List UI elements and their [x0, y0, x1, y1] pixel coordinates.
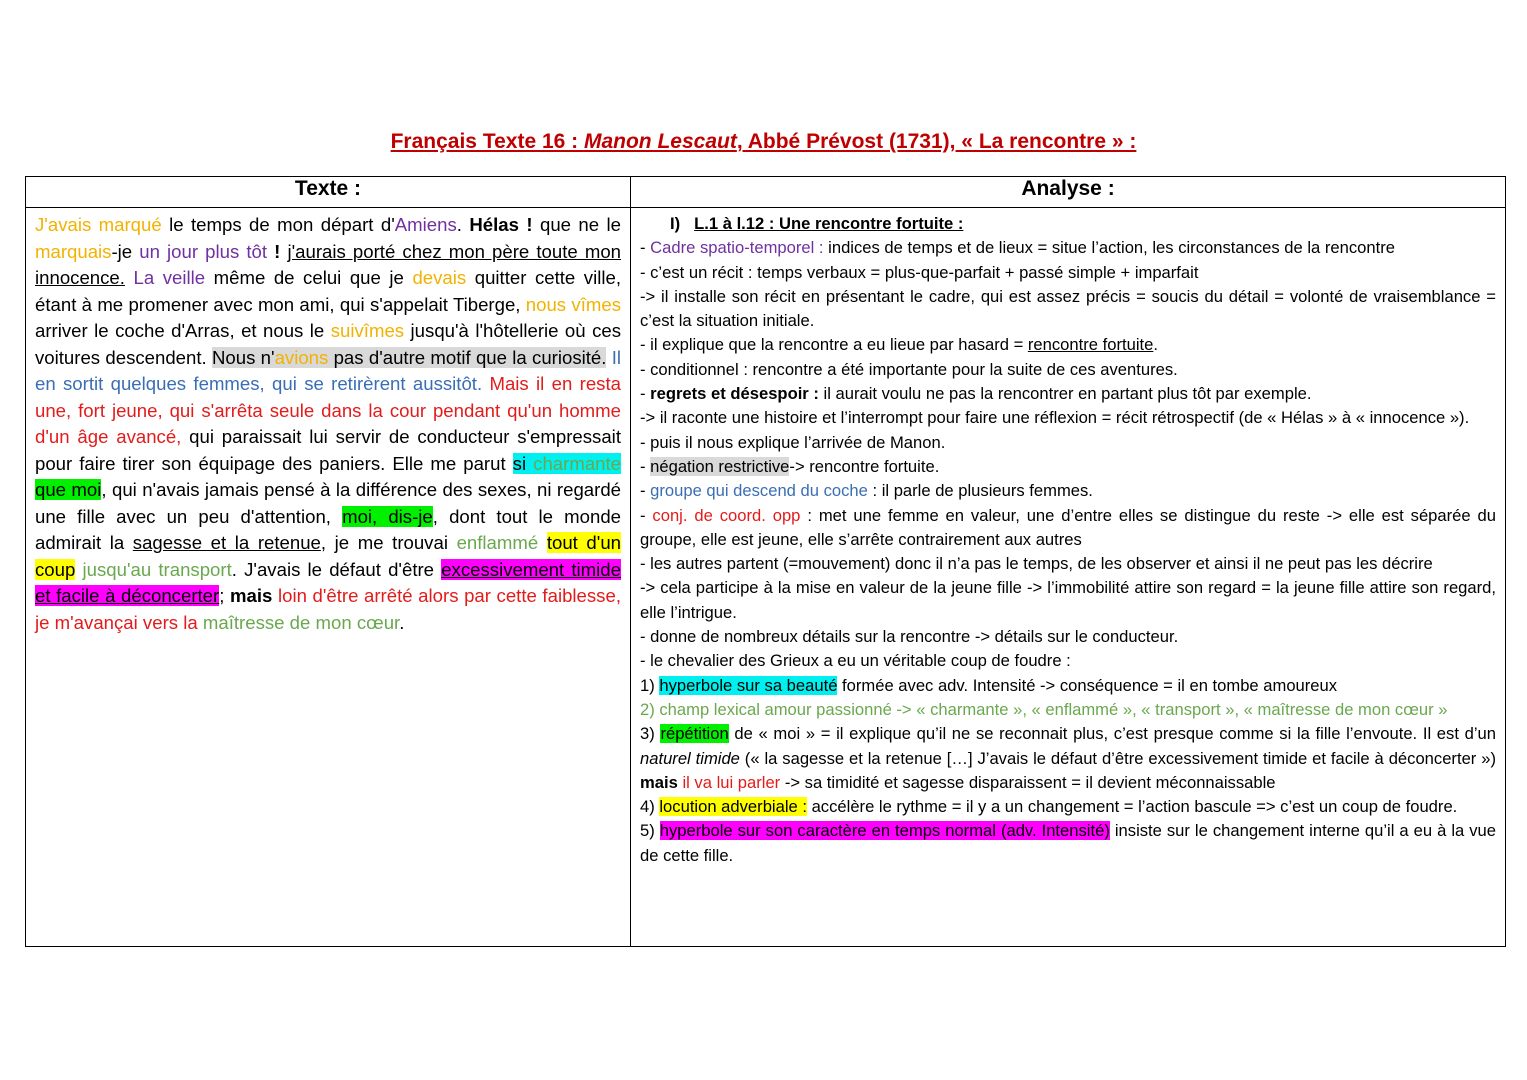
texte-seg-24: avions [274, 346, 329, 368]
texte-seg-27: Il en sortit quelques femmes, qui se retirèrent aussitôt. [35, 346, 622, 394]
analyse-line-8: - puis il nous explique l’arrivée de Manon. [640, 432, 946, 452]
l10-prefix: - [640, 481, 651, 501]
page-title [0, 130, 1527, 154]
texte-seg-23: Nous n' [211, 346, 275, 368]
l18-num: 3) [640, 724, 661, 744]
texte-seg-46: excessivement timide et facile à déconcerter [35, 558, 621, 606]
texte-seg-25: pas d'autre motif que la curiosité. [328, 346, 607, 368]
texte-seg-42: tout d'un coup [35, 532, 621, 580]
title-part-b: , Abbé Prévost (1731), « La rencontre » : [736, 130, 1137, 153]
l16-term: hyperbole sur sa beauté [659, 675, 838, 695]
texte-seg-13: j'aurais porté chez mon père toute mon innocence. [35, 240, 622, 288]
text-analysis-table [25, 176, 1506, 947]
texte-seg-53: . [399, 611, 405, 633]
texte-seg-20: arriver le coche d'Arras, et nous le [35, 320, 331, 341]
l10-term: groupe qui descend du coche [650, 481, 868, 501]
texte-seg-48: mais [229, 585, 273, 606]
analyse-line-17: 2) champ lexical amour passionné -> « charmante », « enflammé », « transport », « maîtresse de mon cœur » [640, 699, 1448, 719]
title-work: Manon Lescaut [583, 130, 737, 153]
texte-seg-36: moi, dis-je [342, 505, 433, 527]
analyse-line-14: - donne de nombreux détails sur la rencontre -> détails sur le conducteur. [640, 627, 1179, 647]
texte-seg-31: si [512, 452, 534, 474]
texte-seg-30: qui paraissait lui servir de conducteur s'empressait pour faire tirer son équipage des paniers. Elle me parut [35, 426, 621, 474]
analyse-line-10 [640, 479, 1496, 503]
analyse-section-heading [640, 212, 1496, 236]
l20-text: insiste sur le changement interne qu’il a eu à la vue de cette fille. [640, 821, 1496, 865]
l20-term: hyperbole sur son caractère en temps normal (adv. Intensité) [659, 821, 1110, 841]
texte-seg-6: que ne le [532, 214, 621, 235]
l1-prefix: - [640, 238, 651, 258]
l18-italic: naturel timide [640, 748, 740, 768]
analyse-line-5: - conditionnel : rencontre a été importante pour la suite de ces aventures. [640, 359, 1178, 379]
l18-mais: mais [640, 772, 678, 792]
texte-seg-43 [75, 559, 82, 580]
texte-seg-22: jusqu'à l'hôtellerie où ces voitures descendent. [35, 320, 621, 368]
texte-seg-9: un jour plus tôt [139, 240, 268, 262]
l19-num: 4) [640, 797, 660, 817]
l1-term: Cadre spatio-temporel : [650, 238, 824, 258]
l4-text: - il explique que la rencontre a eu lieue par hasard = [640, 335, 1028, 355]
l4-term: rencontre fortuite [1027, 335, 1154, 355]
table-header-row [26, 177, 1506, 208]
texte-seg-7: marquais [35, 240, 112, 262]
analyse-line-7: -> il raconte une histoire et l’interrompt pour faire une réflexion = récit rétrospectif (de « Hélas » à « innocence »). [640, 408, 1470, 428]
title-part-a: Français Texte 16 : [390, 130, 584, 153]
l19-term: locution adverbiale : [659, 797, 807, 817]
texte-seg-4: . [456, 214, 470, 235]
texte-seg-2: le temps de mon départ d' [161, 214, 395, 235]
texte-seg-19: nous vîmes [525, 293, 622, 315]
texte-seg-11: ! [274, 240, 281, 262]
l1-text: indices de temps et de lieux = situe l’action, les circonstances de la rencontre [823, 238, 1395, 258]
analyse-line-3: -> il installe son récit en présentant le cadre, qui est assez précis = soucis du détail = volonté de vraisemblance = c’est la situation initiale. [640, 286, 1496, 331]
l9-text: -> rencontre fortuite. [789, 456, 940, 476]
l18-text-c: -> sa timidité et sagesse disparaissent = il devient méconnaissable [780, 772, 1276, 792]
l18-text-b: (« la sagesse et la retenue […] J’avais le défaut d’être excessivement timide et facile à déconcerter ») [739, 748, 1496, 768]
analyse-line-4 [640, 333, 1496, 357]
texte-cell [26, 208, 631, 947]
table-body-row [26, 208, 1506, 947]
analyse-line-9 [640, 455, 1496, 479]
analyse-line-2: - c’est un récit : temps verbaux = plus-que-parfait + passé simple + imparfait [640, 262, 1199, 282]
texte-seg-15: La veille [133, 267, 206, 288]
texte-seg-17: devais [412, 267, 467, 288]
analyse-line-12: - les autres partent (=mouvement) donc il n’a pas le temps, de les observer et ainsi il ne peut pas les décrire [640, 554, 1433, 574]
section-title: L.1 à l.12 : Une rencontre fortuite : [694, 214, 964, 233]
l16-num: 1) [640, 675, 660, 695]
analyse-line-11 [640, 504, 1496, 553]
analyse-line-15: - le chevalier des Grieux a eu un véritable coup de foudre : [640, 651, 1071, 671]
texte-seg-5: Hélas ! [469, 214, 533, 235]
l9-term: négation restrictive [650, 456, 790, 476]
texte-seg-1: J'avais marqué [35, 214, 162, 235]
l16-text: formée avec adv. Intensité -> conséquence = il en tombe amoureux [837, 675, 1338, 695]
l11-prefix: - [640, 505, 653, 525]
texte-seg-39: , je me trouvai [320, 532, 457, 553]
l18-red: il va lui parler [682, 772, 781, 792]
texte-seg-18: quitter cette ville, étant à me promener avec mon ami, qui s'appelait Tiberge, [35, 267, 621, 315]
l4-end: . [1153, 335, 1158, 355]
l20-num: 5) [640, 821, 660, 841]
l6-text: il aurait voulu ne pas la rencontrer en partant plus tôt par exemple. [818, 384, 1312, 404]
texte-seg-16: même de celui que je [205, 267, 413, 288]
texte-seg-40: enflammé [456, 532, 539, 553]
l6-term: regrets et désespoir : [650, 384, 819, 404]
analyse-line-19 [640, 795, 1496, 819]
analyse-cell [631, 208, 1506, 947]
texte-seg-45: . J'avais le défaut d'être [231, 558, 442, 580]
texte-seg-37: , dont tout le monde admirait la [35, 505, 621, 553]
texte-seg-32: charmante [533, 452, 622, 474]
section-number: I) [670, 214, 681, 233]
header-analyse: Analyse : [631, 177, 1506, 208]
texte-seg-21: suivîmes [330, 320, 405, 341]
texte-seg-3: Amiens [394, 214, 457, 235]
analyse-line-6 [640, 382, 1496, 406]
l19-text: accélère le rythme = il y a un changement = l’action bascule => c’est un coup de foudre. [806, 797, 1458, 817]
analyse-line-16 [640, 674, 1496, 698]
analyse-line-13: -> cela participe à la mise en valeur de la jeune fille -> l’immobilité attire son regard = la jeune fille attire son regard, elle l’intrigue. [640, 578, 1496, 622]
l9-prefix: - [640, 456, 651, 476]
analyse-line-20 [640, 819, 1496, 868]
l11-text: : met une femme en valeur, une d’entre elles se distingue du reste -> elle est séparée du groupe, elle est jeune, elle s’arrête contrairement aux autres [640, 505, 1496, 549]
texte-seg-52: maîtresse de mon cœur [202, 611, 400, 633]
l10-text: : il parle de plusieurs femmes. [867, 481, 1093, 501]
l11-term: conj. de coord. opp [652, 505, 801, 525]
texte-seg-44: jusqu'au transport [82, 558, 232, 580]
texte-seg-29: Mais il en resta une, fort jeune, qui s'arrêta seule dans la cour pendant qu'un homme d'un âge avancé, [35, 373, 621, 447]
analyse-line-1 [640, 236, 1496, 260]
texte-seg-41 [538, 532, 547, 553]
texte-seg-47: ; [219, 585, 230, 606]
texte-seg-34: que moi [35, 479, 102, 500]
l6-prefix: - [640, 384, 651, 404]
texte-seg-38: sagesse et la retenue [132, 532, 321, 553]
l18-term: répétition [660, 724, 729, 744]
header-texte: Texte : [26, 177, 631, 208]
texte-seg-8: -je [111, 240, 140, 262]
analyse-line-18 [640, 722, 1496, 795]
texte-seg-35: , qui n'avais jamais pensé à la différence des sexes, ni regardé une fille avec un peu d'attention, [35, 479, 622, 527]
texte-seg-50: loin d'être arrêté alors par cette faiblesse, je m'avançai vers la [35, 585, 621, 633]
l18-text-a: de « moi » = il explique qu’il ne se reconnait plus, c’est presque comme si la fille l’envoute. Il est d’un [728, 724, 1496, 744]
